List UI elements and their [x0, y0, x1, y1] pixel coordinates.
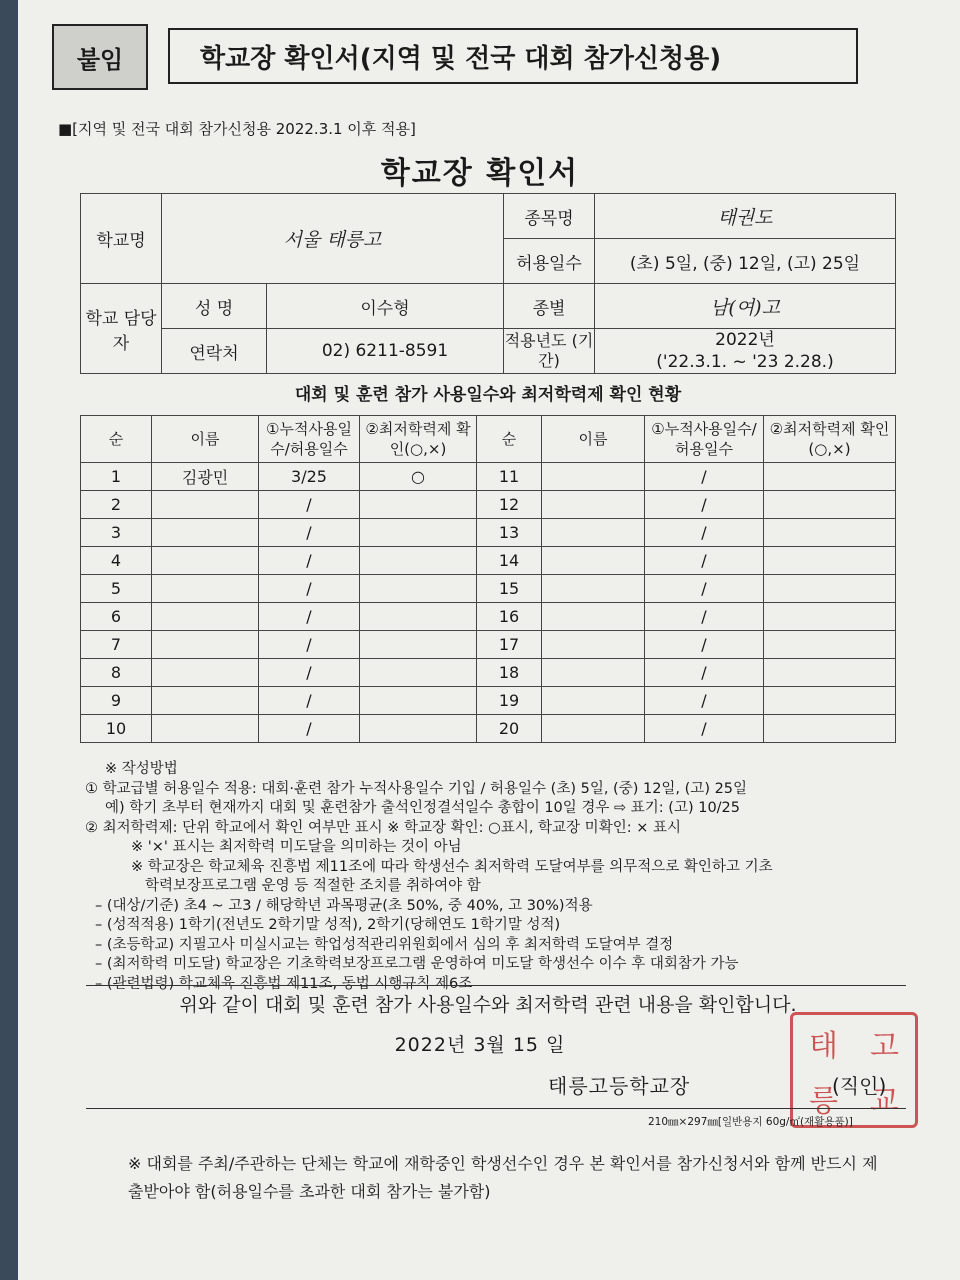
row-days: / — [645, 659, 764, 687]
header-name: 이름 — [152, 416, 259, 463]
period-value: ('22.3.1. ~ '23 2.28.) — [656, 352, 834, 372]
row-days: / — [645, 519, 764, 547]
issue-date: 2022년 3월 15 일 — [394, 1034, 566, 1056]
divider — [86, 1108, 906, 1109]
row-days: / — [259, 659, 360, 687]
school-label: 학교명 — [81, 194, 162, 284]
note-line: ② 최저학력제: 단위 학교에서 확인 여부만 표시 ※ 학교장 확인: ○표시, 학교장 미확인: × 표시 — [85, 819, 681, 836]
table-row — [81, 463, 896, 491]
row-grade — [360, 715, 477, 743]
row-name — [542, 687, 645, 715]
row-grade — [360, 519, 477, 547]
row-no: 9 — [81, 687, 152, 715]
table-row — [81, 603, 896, 631]
row-no: 12 — [477, 491, 542, 519]
row-days: / — [645, 715, 764, 743]
row-name — [542, 547, 645, 575]
note-line: – (관련법령) 학교체육 진흥법 제11조, 동법 시행규칙 제6조 — [95, 975, 473, 992]
table-row — [81, 519, 896, 547]
row-grade — [764, 715, 896, 743]
note-line: 학력보장프로그램 운영 등 적절한 조치를 취하여야 함 — [145, 878, 481, 894]
seal-char: 릉 — [809, 1083, 838, 1119]
row-grade — [764, 603, 896, 631]
note-line: – (대상/기준) 초4 ~ 고3 / 해당학년 과목평균(초 50%, 중 40%, 고 30%)적용 — [95, 897, 593, 914]
row-name — [152, 547, 259, 575]
row-no: 5 — [81, 575, 152, 603]
row-grade — [764, 659, 896, 687]
header-days: ①누적사용일수/허용일수 — [259, 416, 360, 463]
row-grade — [360, 547, 477, 575]
instructions — [85, 760, 905, 994]
year-cell — [595, 329, 896, 374]
row-no: 3 — [81, 519, 152, 547]
row-name — [152, 603, 259, 631]
year-value: 2022년 — [715, 330, 775, 350]
header-grade: ②최저학력제 확인(○,×) — [360, 416, 477, 463]
row-no: 17 — [477, 631, 542, 659]
note-line: – (성적적용) 1학기(전년도 2학기말 성적), 2학기(당해연도 1학기말 성적) — [95, 917, 561, 933]
row-days: / — [645, 547, 764, 575]
row-days: / — [645, 603, 764, 631]
confirm-text: 위와 같이 대회 및 훈련 참가 사용일수와 최저학력 관련 내용을 확인합니다. — [179, 994, 797, 1016]
row-grade — [764, 491, 896, 519]
participation-table — [80, 415, 896, 743]
row-grade — [360, 659, 477, 687]
row-name — [542, 519, 645, 547]
row-name — [542, 631, 645, 659]
row-days: / — [645, 631, 764, 659]
name-label: 성 명 — [162, 284, 267, 329]
divider — [86, 985, 906, 986]
row-name — [152, 631, 259, 659]
document-title: 학교장 확인서 — [380, 156, 580, 191]
note-line: ① 학교급별 허용일수 적용: 대회·훈련 참가 누적사용일수 기입 / 허용일수 (초) 5일, (중) 12일, (고) 25일 — [85, 780, 748, 797]
row-grade — [360, 631, 477, 659]
contact-label: 연락처 — [162, 329, 267, 374]
row-name — [542, 575, 645, 603]
note-line: 예) 학기 초부터 현재까지 대회 및 훈련참가 출석인정결석일수 총합이 10일 경우 ⇨ 표기: (고) 10/25 — [105, 800, 741, 816]
row-no: 10 — [81, 715, 152, 743]
row-days: / — [259, 575, 360, 603]
header-no: 순 — [81, 416, 152, 463]
row-grade — [764, 463, 896, 491]
row-no: 1 — [81, 463, 152, 491]
header-no: 순 — [477, 416, 542, 463]
row-name: 김광민 — [152, 463, 259, 491]
table-row — [81, 715, 896, 743]
table-row — [81, 659, 896, 687]
table-row — [81, 547, 896, 575]
row-days: / — [259, 687, 360, 715]
gender-value: 남(여)고 — [595, 284, 896, 329]
row-no: 2 — [81, 491, 152, 519]
table-row — [81, 491, 896, 519]
note-line: ※ 작성방법 — [105, 761, 178, 777]
row-days: / — [645, 575, 764, 603]
note-line: ※ '×' 표시는 최저학력 미도달을 의미하는 것이 아님 — [131, 839, 462, 855]
row-no: 19 — [477, 687, 542, 715]
row-grade — [360, 603, 477, 631]
allowed-value: (초) 5일, (중) 12일, (고) 25일 — [595, 239, 896, 284]
attachment-tag: 붙임 — [52, 24, 148, 90]
staff-label: 학교 담당자 — [81, 284, 162, 374]
row-days: / — [645, 687, 764, 715]
row-grade: ○ — [360, 463, 477, 491]
row-grade — [764, 519, 896, 547]
applied-note: ■[지역 및 전국 대회 참가신청용 2022.3.1 이후 적용] — [58, 120, 416, 138]
paper-size: 210㎜×297㎜[일반용지 60g/㎡(재활용품)] — [648, 1116, 853, 1128]
row-name — [152, 687, 259, 715]
status-title: 대회 및 훈련 참가 사용일수와 최저학력제 확인 현황 — [294, 385, 682, 405]
allowed-label: 허용일수 — [504, 239, 595, 284]
principal-name: 태릉고등학교장 — [548, 1074, 691, 1098]
year-label: 적용년도 (기간) — [504, 329, 595, 374]
contact-value: 02) 6211-8591 — [267, 329, 504, 374]
header-name: 이름 — [542, 416, 645, 463]
row-name — [542, 603, 645, 631]
row-name — [152, 575, 259, 603]
info-table — [80, 193, 896, 374]
row-no: 14 — [477, 547, 542, 575]
row-no: 20 — [477, 715, 542, 743]
row-name — [542, 715, 645, 743]
row-name — [542, 491, 645, 519]
row-no: 6 — [81, 603, 152, 631]
row-name — [152, 715, 259, 743]
row-name — [542, 463, 645, 491]
row-grade — [764, 575, 896, 603]
row-no: 8 — [81, 659, 152, 687]
row-grade — [764, 687, 896, 715]
name-value: 이수형 — [267, 284, 504, 329]
note-line: ※ 학교장은 학교체육 진흥법 제11조에 따라 학생선수 최저학력 도달여부를 의무적으로 확인하고 기초 — [131, 858, 773, 875]
row-no: 15 — [477, 575, 542, 603]
row-days: / — [259, 603, 360, 631]
row-days: / — [259, 547, 360, 575]
table-row — [81, 631, 896, 659]
row-no: 18 — [477, 659, 542, 687]
row-name — [152, 491, 259, 519]
event-label: 종목명 — [504, 194, 595, 239]
table-row — [81, 575, 896, 603]
seal-char: 교 — [870, 1083, 899, 1119]
seal-char: 고 — [870, 1028, 899, 1064]
form-title: 학교장 확인서(지역 및 전국 대회 참가신청용) — [168, 28, 858, 84]
row-days: / — [259, 519, 360, 547]
row-name — [542, 659, 645, 687]
header-grade: ②최저학력제 확인(○,×) — [764, 416, 896, 463]
table-row — [81, 687, 896, 715]
gender-label: 종별 — [504, 284, 595, 329]
note-line: – (초등학교) 지필고사 미실시교는 학업성적관리위원회에서 심의 후 최저학력 도달여부 결정 — [95, 936, 674, 953]
seal-char: 태 — [809, 1028, 838, 1064]
header-days: ①누적사용일수/허용일수 — [645, 416, 764, 463]
row-grade — [360, 687, 477, 715]
school-value: 서울 태릉고 — [162, 194, 504, 284]
row-days: / — [259, 631, 360, 659]
event-value: 태권도 — [595, 194, 896, 239]
row-days: 3/25 — [259, 463, 360, 491]
row-grade — [360, 491, 477, 519]
row-name — [152, 519, 259, 547]
row-days: / — [645, 463, 764, 491]
row-grade — [764, 631, 896, 659]
row-no: 13 — [477, 519, 542, 547]
note-line: – (최저학력 미도달) 학교장은 기초학력보장프로그램 운영하여 미도달 학생선수 이수 후 대회참가 가능 — [95, 956, 739, 972]
row-grade — [764, 547, 896, 575]
row-days: / — [645, 491, 764, 519]
row-no: 16 — [477, 603, 542, 631]
row-grade — [360, 575, 477, 603]
row-days: / — [259, 715, 360, 743]
row-no: 4 — [81, 547, 152, 575]
row-name — [152, 659, 259, 687]
row-no: 11 — [477, 463, 542, 491]
seal-label: (직인) — [832, 1074, 887, 1098]
row-no: 7 — [81, 631, 152, 659]
row-days: / — [259, 491, 360, 519]
footer-note: ※ 대회를 주최/주관하는 단체는 학교에 재학중인 학생선수인 경우 본 확인서를 참가신청서와 함께 반드시 제출받아야 함(허용일수를 초과한 대회 참가는 불가함) — [128, 1154, 878, 1201]
